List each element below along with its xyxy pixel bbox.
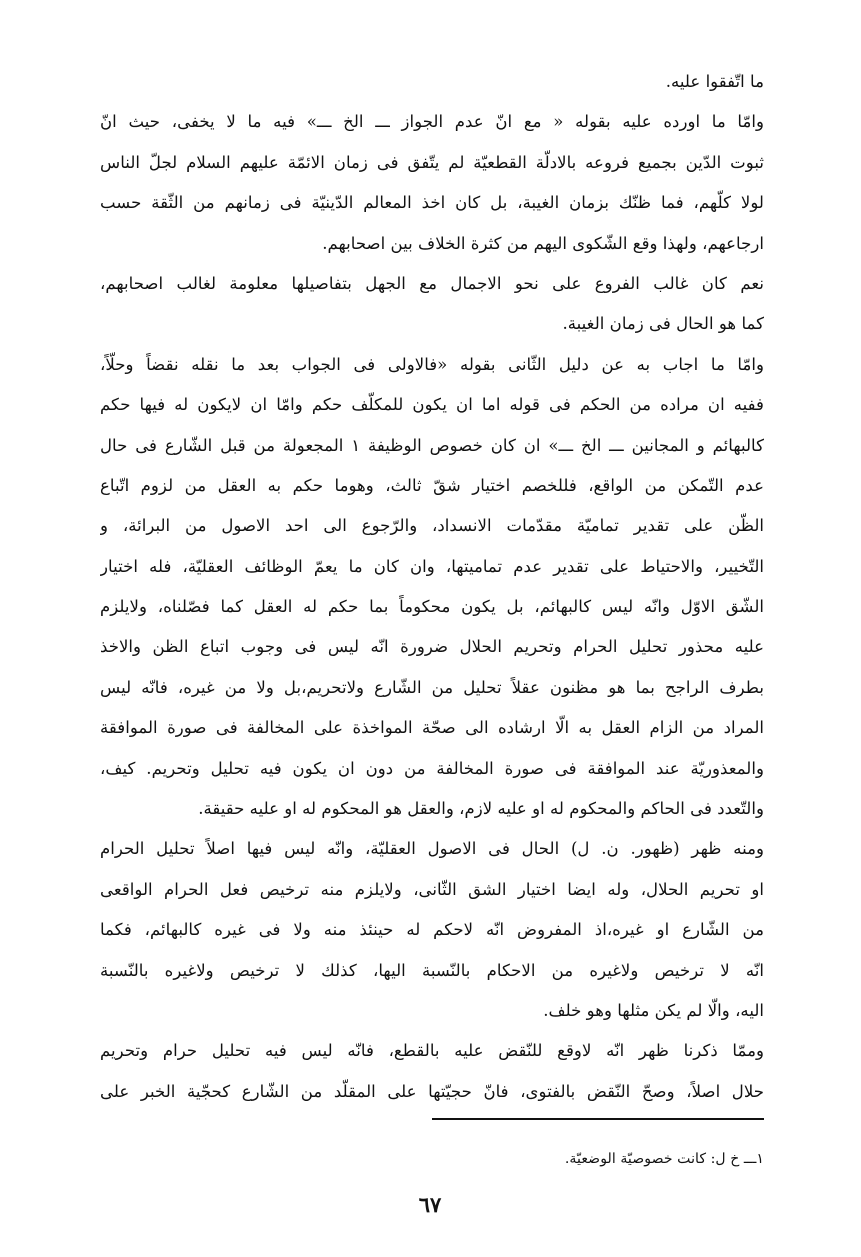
text-line: نعم كان غالب الفروع على نحو الاجمال مع الجهل بتفاصيلها معلومة لغالب اصحابهم، [100, 273, 764, 293]
text-line: الشّق الاوّل وانّه ليس كالبهائم، بل يكون محكوماً بما حكم له العقل كما فصّلناه، ولايلزم [100, 597, 764, 617]
text-line: الظّن على تقدير تماميّة مقدّمات الانسداد، والرّجوع الى احد الاصول من البرائة، و [100, 516, 764, 536]
text-line: ثبوت الدّين بجميع فروعه بالادلّة القطعيّة لم يتّفق فى زمان الائمّة عليهم السلام لجلّ الناس [100, 152, 764, 172]
text-line: التّخيير، والاحتياط على تقدير عدم تماميتها، وان كان ما يعمّ الوظائف العقليّة، فله اختيار [100, 556, 764, 576]
text-line: عليه محذور تحليل الحرام وتحريم الحلال ضرورة انّه ليس فى وجوب اتباع الظن والاخذ [100, 637, 764, 657]
text-line: ما اتّفقوا عليه. [665, 72, 764, 91]
text-line: ارجاعهم، ولهذا وقع الشّكوى اليهم من كثرة الخلاف بين اصحابهم. [322, 233, 764, 253]
text-line: وممّا ذكرنا ظهر انّه لاوقع للنّقض عليه بالقطع، فانّه ليس فيه تحليل حرام وتحريم [100, 1041, 764, 1061]
text-line: وامّا ما اجاب به عن دليل الثّانى بقوله «فالاولى فى الجواب بعد ما نقله نقضاً وحلّاً، [100, 354, 764, 374]
text-line: من الشّارع او غيره،اذ المفروض انّه لاحكم له حينئذ منه ولا فى غيره كالبهائم، فكما [100, 920, 764, 940]
page-number: ٦٧ [418, 1192, 442, 1217]
footnote: ١ـــ خ ل: كانت خصوصيّة الوضعيّة. [564, 1151, 764, 1167]
text-line: ومنه ظهر (ظهور. ن. ل) الحال فى الاصول العقليّة، وانّه ليس فيها اصلاً تحليل الحرام [100, 839, 764, 859]
main-text-body [100, 62, 764, 1112]
text-line: كما هو الحال فى زمان الغيبة. [562, 314, 764, 334]
text-line: والمعذوريّة عند الموافقة فى صورة المخالفة من دون ان يكون فيه تحليل وتحريم. كيف، [100, 758, 764, 778]
text-line: المراد من الزام العقل به الّا ارشاده الى صحّة المواخذة على المخالفة فى صورة الموافقة [100, 718, 764, 738]
text-line: عدم التّمكن من الواقع، فللخصم اختيار شقّ ثالث، وهوما حكم به العقل من لزوم اتّباع [100, 475, 764, 495]
text-line: حلال اصلاً، وصحّ النّقض بالفتوى، فانّ حجيّتها على المقلّد من الشّارع كحجّية الخبر على [100, 1081, 764, 1101]
text-line: لولا كلّهم، فما ظنّك بزمان الغيبة، بل كان اخذ المعالم الدّينيّة فى زمانهم من الثّقة حسب [100, 193, 764, 213]
text-line: وامّا ما اورده عليه بقوله « مع انّ عدم الجواز ـــ الخ ـــ» فيه ما لا يخفى، حيث انّ [100, 112, 764, 132]
text-line: انّه لا ترخيص ولاغيره من الاحكام بالنّسبة اليها، كذلك لا ترخيص ولاغيره بالنّسبة [100, 960, 764, 980]
text-line: او تحريم الحلال، وله ايضا اختيار الشق الثّانى، ولايلزم منه ترخيص فعل الحرام الواقعى [100, 879, 764, 899]
text-line: ففيه ان مراده من الحكم فى قوله اما ان يكون للمكلّف حكم وامّا ان لايكون له فيها حكم [100, 395, 764, 415]
text-line: بطرف الراجح بما هو مظنون عقلاً تحليل من الشّارع ولاتحريم،بل ولا من غيره، فانّه ليس [100, 677, 764, 697]
text-line: كالبهائم و المجانين ـــ الخ ـــ» ان كان خصوص الوظيفة ١ المجعولة من قبل الشّارع فى حال [100, 435, 764, 455]
footnote-separator [432, 1118, 764, 1120]
text-line: اليه، والّا لم يكن مثلها وهو خلف. [543, 1000, 764, 1020]
text-line: والتّعدد فى الحاكم والمحكوم له او عليه لازم، والعقل هو المحكوم له او عليه حقيقة. [198, 799, 764, 819]
